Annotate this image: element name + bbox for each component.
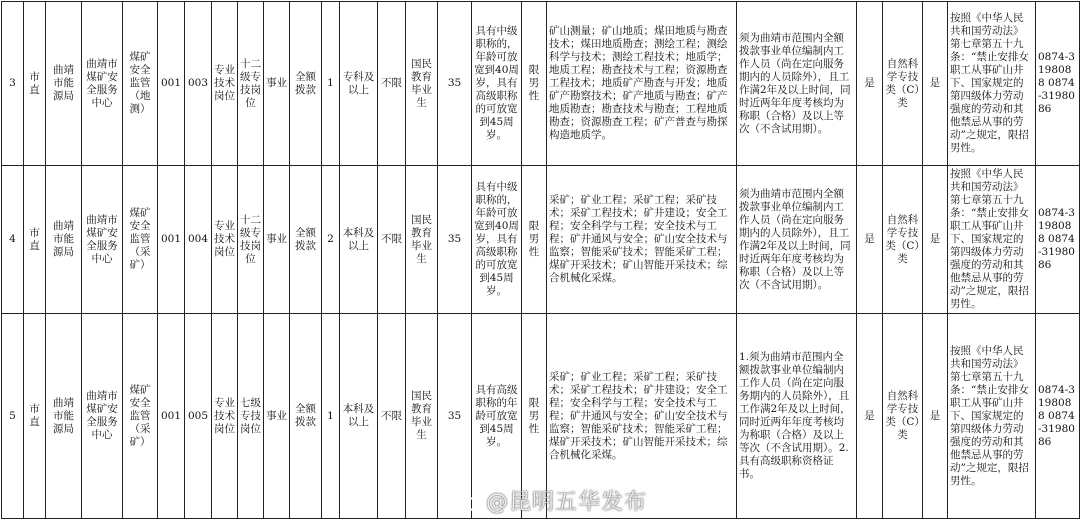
cell-degree: 不限 xyxy=(378,166,406,314)
cell-degree: 不限 xyxy=(378,2,406,166)
cell-degree: 不限 xyxy=(378,314,406,519)
recruitment-table xyxy=(1,1,1080,519)
cell-nature: 事业 xyxy=(264,166,290,314)
cell-post: 煤矿安全监管（采矿） xyxy=(123,166,158,314)
cell-level: 市直 xyxy=(24,314,46,519)
cell-age: 35 xyxy=(438,2,472,166)
cell-gender: 限男性 xyxy=(522,166,547,314)
cell-unit-code: 001 xyxy=(158,314,185,519)
cell-age: 35 xyxy=(438,314,472,519)
table-row xyxy=(2,2,1080,166)
cell-funding: 全额拨款 xyxy=(290,314,322,519)
cell-post-grade: 十二级专技岗位 xyxy=(238,166,264,314)
cell-nature: 事业 xyxy=(264,2,290,166)
cell-ratio: 是 xyxy=(857,166,883,314)
cell-exam-type: 自然科学专技类（C）类 xyxy=(883,166,923,314)
cell-age-note: 具有中级职称的，年龄可放宽到40周岁，具有高级职称的可放宽到45周岁。 xyxy=(472,166,522,314)
cell-post-grade: 十二级专技岗位 xyxy=(238,2,264,166)
cell-post-category: 专业技术岗位 xyxy=(212,166,238,314)
cell-count: 1 xyxy=(322,314,340,519)
cell-dept: 曲靖市能源局 xyxy=(46,166,82,314)
cell-ratio: 是 xyxy=(857,314,883,519)
cell-other: 1.须为曲靖市范围内全额拨款事业单位编制内工作人员（尚在定向服务期内的人员除外），且工作满2年及以上时间，同时近两年年度考核均为称职（合格）及以上等次（不含试用期）。2.具有高级职称资格证书。 xyxy=(737,314,857,519)
cell-post-code: 004 xyxy=(185,166,212,314)
cell-source: 国民教育毕业生 xyxy=(406,166,438,314)
cell-source: 国民教育毕业生 xyxy=(406,314,438,519)
cell-unit-code: 001 xyxy=(158,166,185,314)
cell-funding: 全额拨款 xyxy=(290,166,322,314)
cell-remark: 按照《中华人民共和国劳动法》第七章第五十九条：“禁止安排女职工从事矿山井下、国家规定的第四级体力劳动强度的劳动和其他禁忌从事的劳动”之规定，限招男性。 xyxy=(948,314,1036,519)
cell-is-special: 是 xyxy=(923,2,948,166)
weibo-logo-icon xyxy=(458,493,480,511)
cell-age-note: 具有中级职称的，年龄可放宽到40周岁，具有高级职称的可放宽到45周岁。 xyxy=(472,2,522,166)
cell-unit: 曲靖市煤矿安全服务中心 xyxy=(82,314,123,519)
cell-majors: 采矿；矿业工程；采矿工程；采矿技术；采矿工程技术；矿井建设；安全工程；安全科学与工程；安全技术与工程；矿井通风与安全；矿山安全技术与监察；智能采矿技术；智能采矿工程；煤矿开采技术；矿山智能开采技术；综合机械化采煤。 xyxy=(547,166,737,314)
cell-majors: 采矿；矿业工程；采矿工程；采矿技术；采矿工程技术；矿井建设；安全工程；安全科学与工程；安全技术与工程；矿井通风与安全；矿山安全技术与监察；智能采矿技术；智能采矿工程；煤矿开采技术；矿山智能开采技术；综合机械化采煤。 xyxy=(547,314,737,519)
table-row xyxy=(2,166,1080,314)
cell-majors: 矿山测量；矿山地质；煤田地质与勘查技术；煤田地质勘查；测绘工程；测绘科学与技术；测绘工程技术；地质学；地质工程；勘查技术与工程；资源勘查工程技术；地质矿产勘查与开发；地质矿产勘察技术；矿产地质与勘查；矿产地质勘查；勘查技术与勘查；工程地质勘查；资源勘查工程；矿产普查与勘探构造地质学。 xyxy=(547,2,737,166)
cell-dept: 曲靖市能源局 xyxy=(46,314,82,519)
cell-exam-type: 自然科学专技类（C）类 xyxy=(883,2,923,166)
cell-unit: 曲靖市煤矿安全服务中心 xyxy=(82,166,123,314)
cell-phone: 0874-3198088 0874-3198086 xyxy=(1036,2,1080,166)
cell-post-code: 003 xyxy=(185,2,212,166)
cell-age: 35 xyxy=(438,166,472,314)
watermark xyxy=(458,485,647,516)
cell-is-special: 是 xyxy=(923,166,948,314)
cell-post: 煤矿安全监管（采矿） xyxy=(123,314,158,519)
cell-count: 2 xyxy=(322,166,340,314)
cell-gender: 限男性 xyxy=(522,2,547,166)
cell-other: 须为曲靖市范围内全额拨款事业单位编制内工作人员（尚在定向服务期内的人员除外），且工作满2年及以上时间，同时近两年年度考核均为称职（合格）及以上等次（不含试用期）。 xyxy=(737,166,857,314)
cell-exam-type: 自然科学专技类（C）类 xyxy=(883,314,923,519)
cell-post-category: 专业技术岗位 xyxy=(212,2,238,166)
cell-education: 本科及以上 xyxy=(340,166,378,314)
cell-age-note: 具有高级职称的年龄可放宽到45周岁。 xyxy=(472,314,522,519)
cell-no: 5 xyxy=(2,314,24,519)
cell-no: 3 xyxy=(2,2,24,166)
cell-remark: 按照《中华人民共和国劳动法》第七章第五十九条：“禁止安排女职工从事矿山井下、国家规定的第四级体力劳动强度的劳动和其他禁忌从事的劳动”之规定，限招男性。 xyxy=(948,166,1036,314)
cell-post-grade: 七级专技岗位 xyxy=(238,314,264,519)
cell-level: 市直 xyxy=(24,166,46,314)
cell-no: 4 xyxy=(2,166,24,314)
cell-nature: 事业 xyxy=(264,314,290,519)
cell-gender: 限男性 xyxy=(522,314,547,519)
cell-post-category: 专业技术岗位 xyxy=(212,314,238,519)
cell-post-code: 005 xyxy=(185,314,212,519)
cell-is-special: 是 xyxy=(923,314,948,519)
cell-unit: 曲靖市煤矿安全服务中心 xyxy=(82,2,123,166)
cell-source: 国民教育毕业生 xyxy=(406,2,438,166)
cell-phone: 0874-3198088 0874-3198086 xyxy=(1036,166,1080,314)
cell-education: 专科及以上 xyxy=(340,2,378,166)
watermark-text: @昆明五华发布 xyxy=(486,490,648,515)
cell-count: 1 xyxy=(322,2,340,166)
cell-phone: 0874-3198088 0874-3198086 xyxy=(1036,314,1080,519)
cell-education: 本科及以上 xyxy=(340,314,378,519)
cell-other: 须为曲靖市范围内全额拨款事业单位编制内工作人员（尚在定向服务期内的人员除外），且工作满2年及以上时间，同时近两年年度考核均为称职（合格）及以上等次（不含试用期）。 xyxy=(737,2,857,166)
cell-level: 市直 xyxy=(24,2,46,166)
cell-post: 煤矿安全监管（地测） xyxy=(123,2,158,166)
cell-unit-code: 001 xyxy=(158,2,185,166)
cell-funding: 全额拨款 xyxy=(290,2,322,166)
cell-ratio: 是 xyxy=(857,2,883,166)
cell-dept: 曲靖市能源局 xyxy=(46,2,82,166)
cell-remark: 按照《中华人民共和国劳动法》第七章第五十九条：“禁止安排女职工从事矿山井下、国家规定的第四级体力劳动强度的劳动和其他禁忌从事的劳动”之规定，限招男性。 xyxy=(948,2,1036,166)
